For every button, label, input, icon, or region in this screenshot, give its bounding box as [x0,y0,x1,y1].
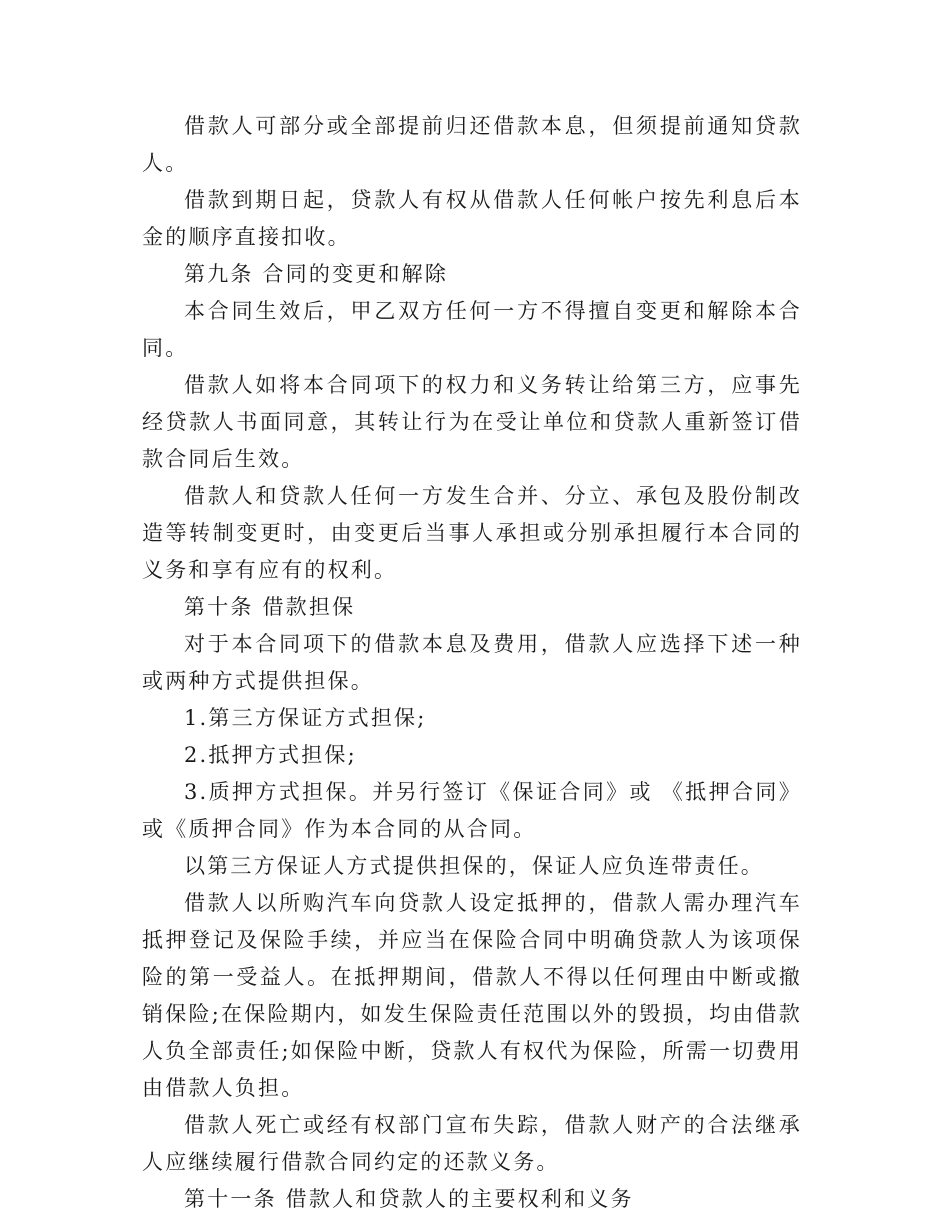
article-11-heading: 第十一条 借款人和贷款人的主要权利和义务 [184,1187,634,1211]
article-10-heading: 第十条 借款担保 [184,595,356,619]
paragraph-early-repayment: 借款人可部分或全部提前归还借款本息，但须提前通知贷款人。 [142,114,802,175]
article-9-heading: 第九条 合同的变更和解除 [184,262,449,286]
paragraph-joint-liability: 以第三方保证人方式提供担保的，保证人应负连带责任。 [184,854,764,878]
list-item-mortgage: 2.抵押方式担保; [184,743,357,767]
paragraph-maturity-deduction: 借款到期日起，贷款人有权从借款人任何帐户按先利息后本金的顺序直接扣收。 [142,188,802,249]
paragraph-guarantee-choice: 对于本合同项下的借款本息及费用，借款人应选择下述一种或两种方式提供担保。 [142,632,802,693]
paragraph-vehicle-mortgage: 借款人以所购汽车向贷款人设定抵押的，借款人需办理汽车抵押登记及保险手续，并应当在保险合同中明确贷款人为该项保险的第一受益人。在抵押期间，借款人不得以任何理由中断或撤销保险;在保险期内，如发生保险责任范围以外的毁损，均由借款人负全部责任;如保险中断，贷款人有权代为保险，所需一切费用由借款人负担。 [142,891,802,1100]
list-item-third-party-guarantee: 1.第三方保证方式担保; [184,706,427,730]
paragraph-heir-obligation: 借款人死亡或经有权部门宣布失踪，借款人财产的合法继承人应继续履行借款合同约定的还款义务。 [142,1113,802,1174]
list-item-pledge: 3.质押方式担保。并另行签订《保证合同》或 《抵押合同》或《质押合同》作为本合同的从合同。 [142,780,802,841]
paragraph-merger-change: 借款人和贷款人任何一方发生合并、分立、承包及股份制改造等转制变更时，由变更后当事人承担或分别承担履行本合同的义务和享有应有的权利。 [142,484,802,582]
document-body [142,108,802,1218]
paragraph-no-unilateral-change: 本合同生效后，甲乙双方任何一方不得擅自变更和解除本合同。 [142,299,802,360]
paragraph-transfer-rights: 借款人如将本合同项下的权力和义务转让给第三方，应事先经贷款人书面同意，其转让行为在受让单位和贷款人重新签订借款合同后生效。 [142,373,802,471]
